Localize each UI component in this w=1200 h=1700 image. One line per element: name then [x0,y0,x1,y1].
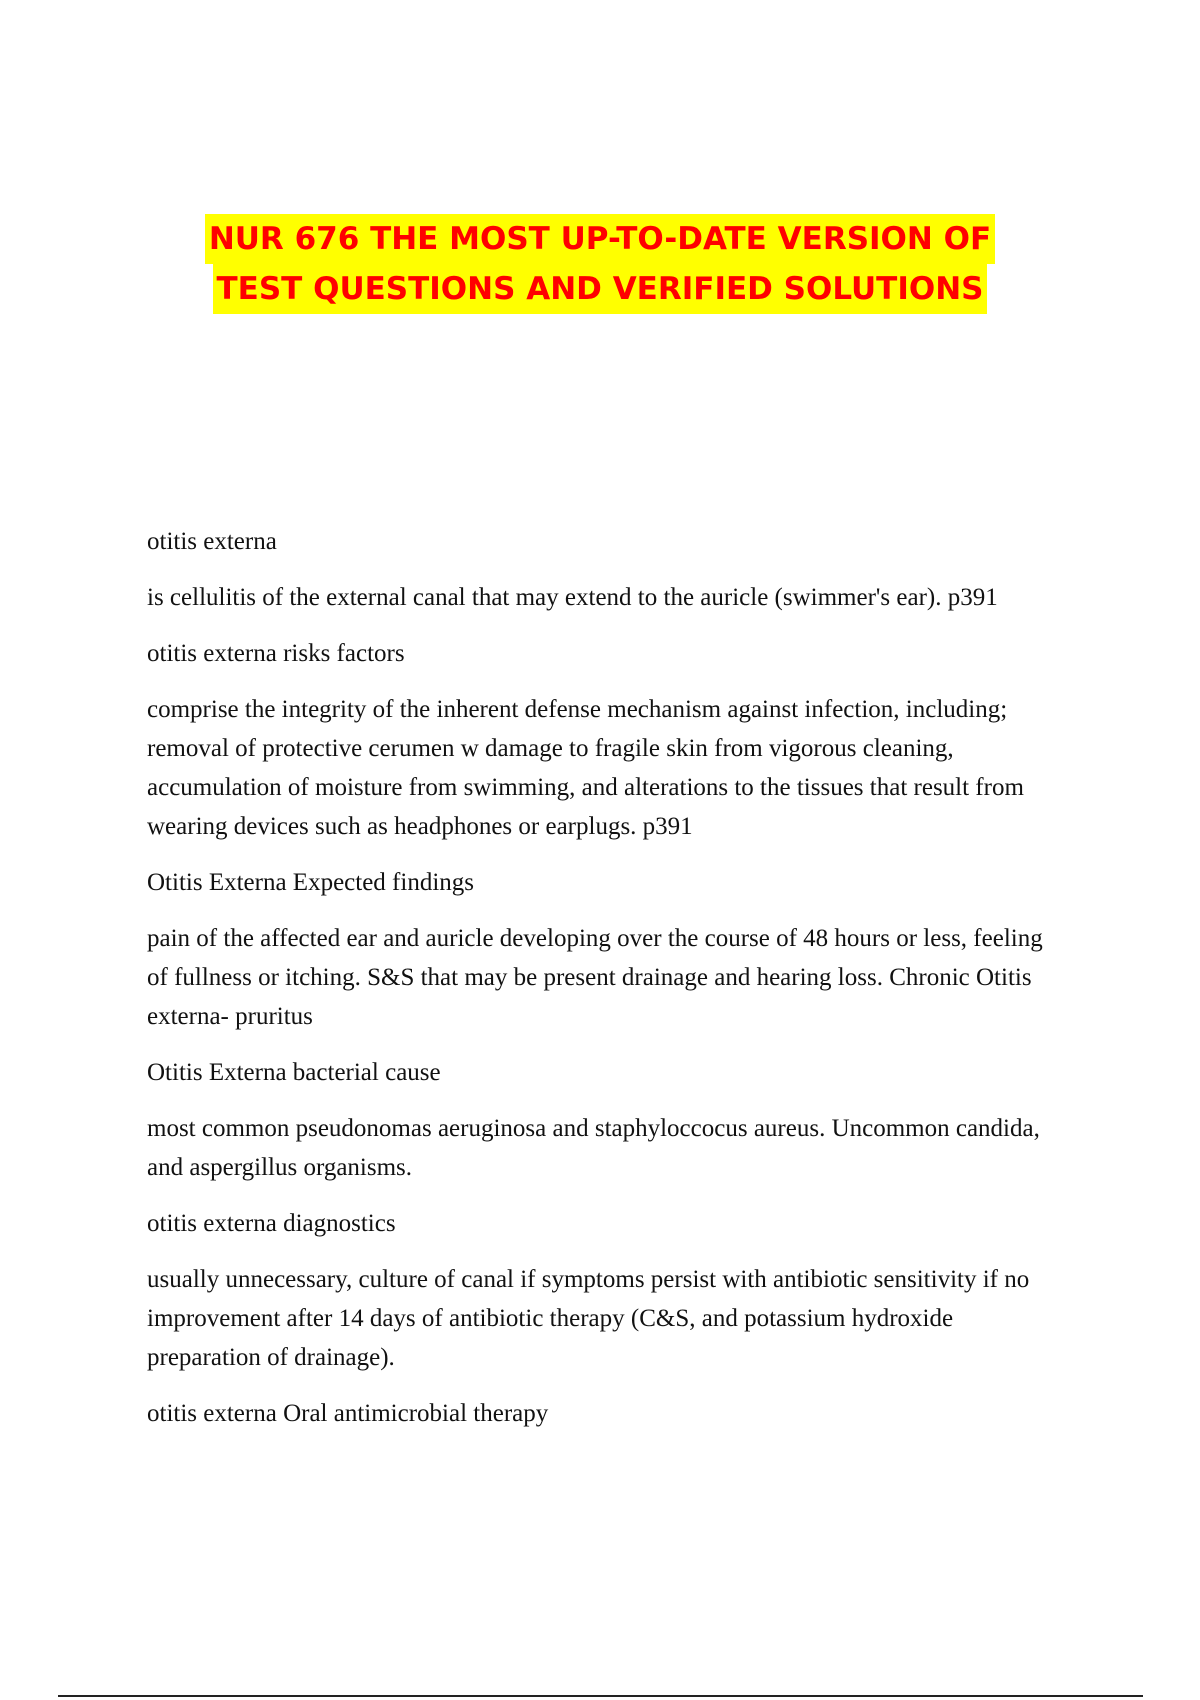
title-line-2: TEST QUESTIONS AND VERIFIED SOLUTIONS [213,264,988,314]
term-diagnostics: otitis externa diagnostics [147,1210,396,1237]
title-line-1: NUR 676 THE MOST UP-TO-DATE VERSION OF [205,214,995,264]
definition-diagnostics: usually unnecessary, culture of canal if symptoms persist with antibiotic sensitivity if no improvement after 14 days of antibiotic therapy (C&S, and potassium hydroxide preparation of drainage). [147,1266,1030,1371]
term-expected-findings: Otitis Externa Expected findings [147,869,475,896]
term-oral-antimicrobial-therapy: otitis externa Oral antimicrobial therapy [147,1400,549,1427]
definition-expected-findings: pain of the affected ear and auricle developing over the course of 48 hours or less, feeling of fullness or itching. S&S that may be present drainage and hearing loss. Chronic Otitis externa- pruritus [147,925,1043,1030]
document-title [0,214,1200,314]
document-body [147,522,1067,1450]
term-otitis-externa: otitis externa [147,528,277,555]
definition-bacterial-cause: most common pseudonomas aeruginosa and staphyloccocus aureus. Uncommon candida, and aspergillus organisms. [147,1115,1040,1181]
definition-otitis-externa: is cellulitis of the external canal that may extend to the auricle (swimmer's ear). p391 [147,584,998,611]
bottom-divider [58,1695,1143,1697]
definition-risk-factors: comprise the integrity of the inherent defense mechanism against infection, including; removal of protective cerumen w damage to fragile skin from vigorous cleaning, accumulation of moisture from swimming, and alterations to the tissues that result from wearing devices such as headphones or earplugs. p391 [147,696,1024,840]
term-risk-factors: otitis externa risks factors [147,640,405,667]
term-bacterial-cause: Otitis Externa bacterial cause [147,1059,441,1086]
